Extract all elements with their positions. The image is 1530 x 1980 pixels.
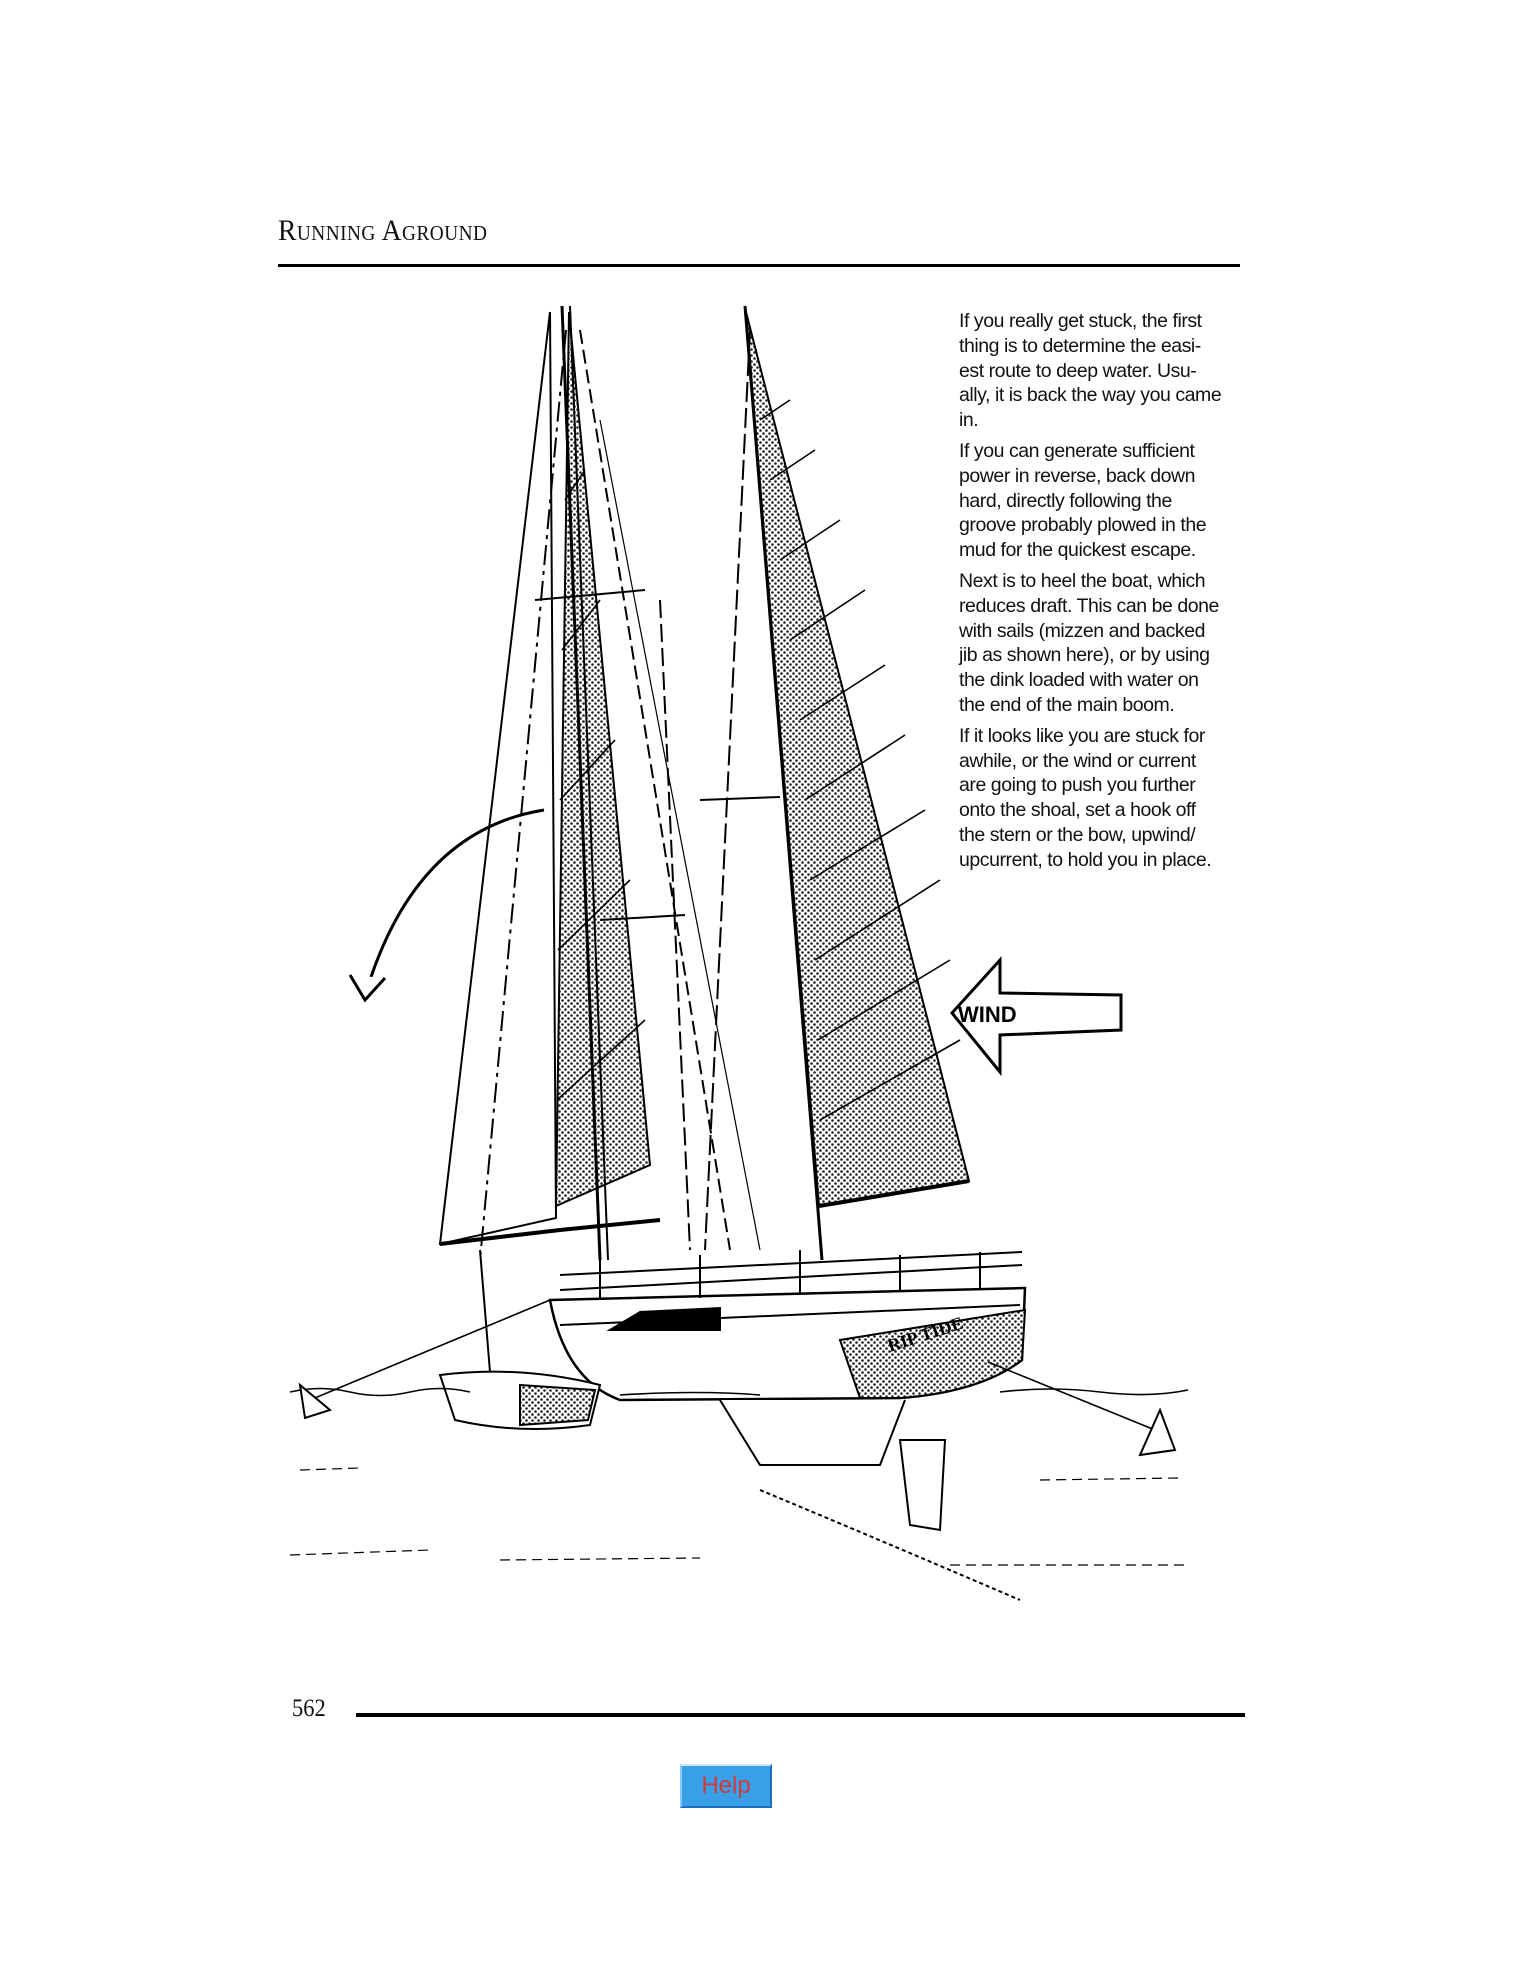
stern-anchor-line	[988, 1362, 1160, 1432]
body-text	[959, 309, 1249, 879]
text-line: upcurrent, to hold you in place.	[959, 848, 1212, 871]
backed-jib-sail	[556, 312, 650, 1206]
text-line: est route to deep water. Usu-	[959, 359, 1197, 382]
paragraph	[959, 724, 1249, 873]
paragraph	[959, 439, 1249, 563]
text-line: onto the shoal, set a hook off	[959, 799, 1196, 822]
text-line: are going to push you further	[959, 774, 1196, 797]
text-line: the stern or the bow, upwind/	[959, 823, 1196, 846]
main-sail	[440, 312, 556, 1244]
chapter-title: Running Aground	[278, 214, 488, 247]
text-line: groove probably plowed in the	[959, 514, 1207, 537]
text-line: reduces draft. This can be done	[959, 594, 1219, 617]
shoal	[760, 1490, 1020, 1600]
text-line: hard, directly following the	[959, 489, 1172, 512]
text-line: Next is to heel the boat, which	[959, 569, 1206, 592]
text-line: power in reverse, back down	[959, 464, 1196, 487]
text-line: If you really get stuck, the first	[959, 310, 1202, 332]
text-line: awhile, or the wind or current	[959, 749, 1196, 772]
text-line: jib as shown here), or by using	[959, 644, 1210, 667]
text-line: If you can generate sufficient	[959, 439, 1195, 462]
text-line: in.	[959, 409, 979, 432]
page-number: 562	[292, 1695, 326, 1722]
footer-rule	[356, 1713, 1245, 1717]
text-line: If it looks like you are stuck for	[959, 724, 1205, 747]
paragraph	[959, 309, 1249, 433]
wind-label: WIND	[958, 1002, 1017, 1027]
mizzen-sail	[746, 312, 969, 1206]
text-line: thing is to determine the easi-	[959, 334, 1201, 357]
text-line: ally, it is back the way you came	[959, 384, 1222, 407]
keel	[720, 1400, 905, 1465]
boat-name: RIP TIDE	[885, 1312, 966, 1356]
text-line: the dink loaded with water on	[959, 669, 1199, 692]
text-line: the end of the main boom.	[959, 693, 1175, 716]
help-button[interactable]: Help	[680, 1764, 772, 1808]
paragraph	[959, 569, 1249, 718]
text-line: with sails (mizzen and backed	[959, 619, 1205, 642]
text-line: mud for the quickest escape.	[959, 539, 1196, 562]
